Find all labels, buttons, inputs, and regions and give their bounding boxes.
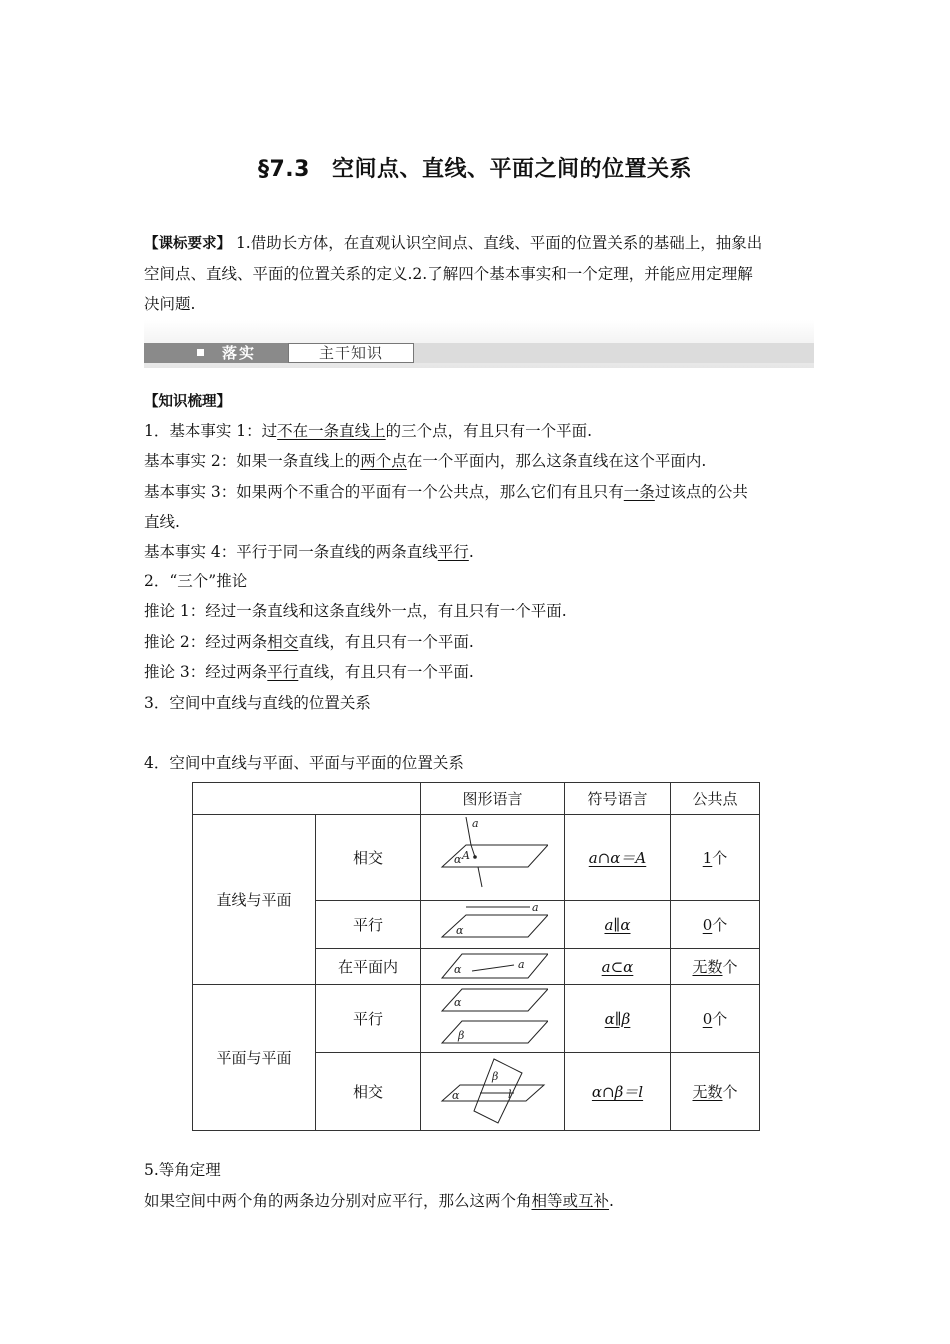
section-banner [144,320,814,368]
count-cell: 1个 [671,815,760,901]
symbol-cell: a⊂α [565,949,671,985]
item-4: 4．空间中直线与平面、平面与平面的位置关系 [144,754,464,772]
item-3: 3．空间中直线与直线的位置关系 [144,694,371,712]
item-5: 5.等角定理 [144,1161,221,1179]
group-plane-plane: 平面与平面 [193,985,316,1131]
figure-line-intersects-plane [421,815,565,901]
count-cell: 0个 [671,901,760,949]
count-cell: 无数个 [671,949,760,985]
svg-text:α: α [453,995,461,1009]
symbol-cell: α∥β [565,985,671,1053]
knowledge-tag: 【知识梳理】 [144,394,231,410]
svg-text:α: α [453,962,461,976]
symbol-cell: α∩β＝l [565,1053,671,1131]
banner-left-label: 落实 [222,344,257,362]
symbol-cell: a∩α＝A [565,815,671,901]
svg-text:a: a [471,816,479,830]
header-figure: 图形语言 [421,783,565,815]
fact-1: 1．基本事实 1：过不在一条直线上的三个点，有且只有一个平面. [144,422,593,440]
section-number: §7.3 [258,157,310,182]
square-bullet-icon [197,349,204,356]
svg-text:α: α [451,1088,459,1102]
svg-text:α: α [455,923,463,937]
row-label: 平行 [316,901,421,949]
course-requirements [144,228,810,319]
page-title [0,152,950,183]
count-cell: 0个 [671,985,760,1053]
row-label: 相交 [316,815,421,901]
row-label: 在平面内 [316,949,421,985]
figure-line-in-plane [421,949,565,985]
corollary-2: 推论 2：经过两条相交直线，有且只有一个平面. [144,633,474,651]
row-label: 相交 [316,1053,421,1131]
svg-text:a: a [531,902,539,914]
figure-planes-parallel [421,985,565,1053]
item-5-text: 如果空间中两个角的两条边分别对应平行，那么这两个角相等或互补. [144,1192,614,1210]
svg-text:β: β [491,1069,498,1083]
requirements-line: 1.借助长方体，在直观认识空间点、直线、平面的位置关系的基础上，抽象出 [235,234,763,252]
banner-right-label: 主干知识 [318,344,383,362]
group-line-plane: 直线与平面 [193,815,316,985]
svg-text:α: α [453,852,461,866]
svg-text:a: a [517,957,525,971]
fact-2: 基本事实 2：如果一条直线上的两个点在一个平面内，那么这条直线在这个平面内. [144,452,707,470]
requirements-tag: 【课标要求】 [144,236,231,252]
corollary-1: 推论 1：经过一条直线和这条直线外一点，有且只有一个平面. [144,602,567,620]
figure-line-parallel-plane [421,901,565,949]
requirements-line: 空间点、直线、平面的位置关系的定义.2.了解四个基本事实和一个定理，并能应用定理解 [144,265,753,283]
title-text: 空间点、直线、平面之间的位置关系 [331,157,692,182]
header-common-points: 公共点 [671,783,760,815]
fact-4: 基本事实 4：平行于同一条直线的两条直线平行. [144,543,474,561]
corollary-3: 推论 3：经过两条平行直线，有且只有一个平面. [144,663,474,681]
svg-text:l: l [507,1087,512,1101]
header-symbol: 符号语言 [565,783,671,815]
svg-text:β: β [457,1028,464,1042]
position-relation-table [192,782,760,1131]
requirements-line: 决问题. [144,295,196,313]
count-cell: 无数个 [671,1053,760,1131]
symbol-cell: a∥α [565,901,671,949]
row-label: 平行 [316,985,421,1053]
fact-3: 基本事实 3：如果两个不重合的平面有一个公共点，那么它们有且只有一条过该点的公共 [144,483,748,501]
corollary-heading: 2．“三个”推论 [144,572,248,590]
svg-text:A: A [461,848,470,862]
figure-planes-intersect [421,1053,565,1131]
fact-3-cont: 直线. [144,513,180,531]
